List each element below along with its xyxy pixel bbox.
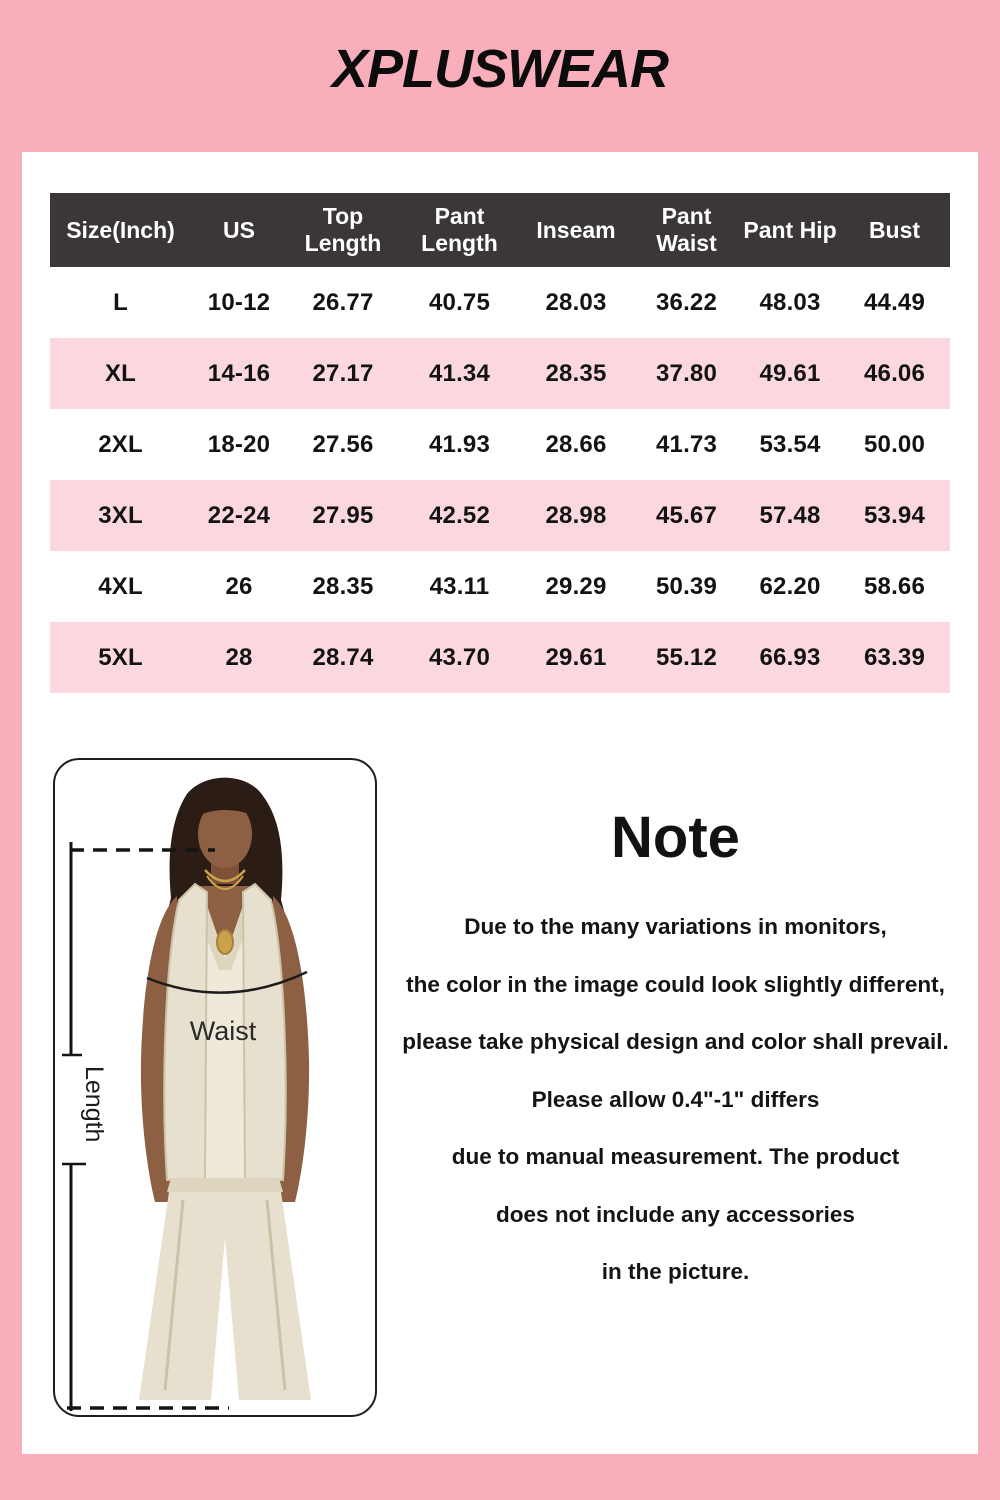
column-header: Size(Inch) xyxy=(50,193,191,267)
table-body xyxy=(50,267,950,693)
table-row xyxy=(50,338,950,409)
note-line: due to manual measurement. The product xyxy=(451,1144,900,1169)
measurement-cell: 45.67 xyxy=(655,501,718,529)
measurement-cell: 36.22 xyxy=(655,288,718,316)
measurement-cell: 46.06 xyxy=(863,359,926,387)
measurement-cell: 57.48 xyxy=(759,501,821,529)
column-header: Inseam xyxy=(520,193,632,267)
note-line: the color in the image could look slightly different, xyxy=(406,971,945,997)
measurement-cell: 28 xyxy=(225,643,253,671)
column-header: US xyxy=(191,193,287,267)
measurement-cell: 28.98 xyxy=(545,501,607,529)
column-header: Pant Waist xyxy=(632,193,741,267)
measurement-cell: 29.61 xyxy=(545,643,607,671)
note-line: please take physical design and color shall prevail. xyxy=(402,1029,949,1054)
note-title: Note xyxy=(611,805,740,870)
measurement-cell: 58.66 xyxy=(863,572,926,600)
measurement-cell: 28.66 xyxy=(545,430,607,458)
size-chart-table xyxy=(50,193,950,693)
size-cell: 3XL xyxy=(98,501,143,529)
measurement-cell: 27.17 xyxy=(312,359,374,387)
measurement-cell: 14-16 xyxy=(207,359,271,387)
model-measurement-figure xyxy=(53,758,377,1417)
measurement-cell: 48.03 xyxy=(759,288,821,316)
measurement-cell: 41.93 xyxy=(428,430,491,458)
note-line: Please allow 0.4"-1" differs xyxy=(531,1086,820,1112)
table-row xyxy=(50,267,950,338)
measurement-cell: 44.49 xyxy=(863,288,926,316)
note-body xyxy=(373,898,978,1301)
column-header: Pant Hip xyxy=(741,193,839,267)
model-pants xyxy=(139,1178,311,1400)
waist-label: Waist xyxy=(189,1016,257,1046)
length-label: Length xyxy=(80,1066,108,1143)
measurement-cell: 28.74 xyxy=(312,643,374,671)
table-header-row xyxy=(50,193,950,267)
size-cell: XL xyxy=(104,359,137,387)
measurement-cell: 55.12 xyxy=(655,643,718,671)
column-header: Pant Length xyxy=(399,193,520,267)
measurement-cell: 43.11 xyxy=(429,572,490,600)
column-header: Top Length xyxy=(287,193,399,267)
model-pendant xyxy=(217,930,233,954)
note-line: in the picture. xyxy=(601,1259,750,1284)
measurement-cell: 40.75 xyxy=(428,288,491,316)
measurement-cell: 62.20 xyxy=(759,572,821,600)
measurement-cell: 10-12 xyxy=(207,288,271,316)
measurement-cell: 29.29 xyxy=(545,572,607,600)
table-row xyxy=(50,409,950,480)
model-waistband xyxy=(167,1178,283,1192)
measurement-cell: 63.39 xyxy=(863,643,926,671)
measurement-cell: 28.35 xyxy=(545,359,607,387)
note-line: does not include any accessories xyxy=(496,1201,855,1227)
measurement-cell: 41.73 xyxy=(655,430,718,458)
content-card xyxy=(22,152,978,1454)
measurement-cell: 26 xyxy=(225,572,253,600)
measurement-cell: 53.94 xyxy=(863,501,926,529)
measurement-cell: 49.61 xyxy=(759,359,821,387)
column-header: Bust xyxy=(839,193,950,267)
measurement-cell: 50.00 xyxy=(863,430,926,458)
size-cell: L xyxy=(113,288,128,316)
measurement-cell: 26.77 xyxy=(312,288,374,316)
table-row xyxy=(50,480,950,551)
note-section xyxy=(373,758,978,1301)
measurement-cell: 28.03 xyxy=(545,288,607,316)
measurement-cell: 27.95 xyxy=(312,501,374,529)
measurement-cell: 28.35 xyxy=(312,572,374,600)
measurement-cell: 50.39 xyxy=(655,572,718,600)
size-cell: 2XL xyxy=(98,430,143,458)
table-row xyxy=(50,551,950,622)
measurement-cell: 66.93 xyxy=(759,643,821,671)
measurement-cell: 18-20 xyxy=(207,430,271,458)
measurement-cell: 43.70 xyxy=(428,643,491,671)
measurement-cell: 41.34 xyxy=(428,359,491,387)
measurement-cell: 42.52 xyxy=(428,501,491,529)
note-line: Due to the many variations in monitors, xyxy=(464,914,887,939)
table-row xyxy=(50,622,950,693)
size-cell: 5XL xyxy=(98,643,143,671)
brand-logo: XPLUSWEAR xyxy=(331,39,668,99)
size-cell: 4XL xyxy=(98,572,143,600)
model-illustration xyxy=(55,760,375,1415)
measurement-cell: 22-24 xyxy=(207,501,271,529)
measurement-cell: 37.80 xyxy=(655,359,718,387)
measurement-cell: 53.54 xyxy=(759,430,821,458)
measurement-cell: 27.56 xyxy=(312,430,374,458)
